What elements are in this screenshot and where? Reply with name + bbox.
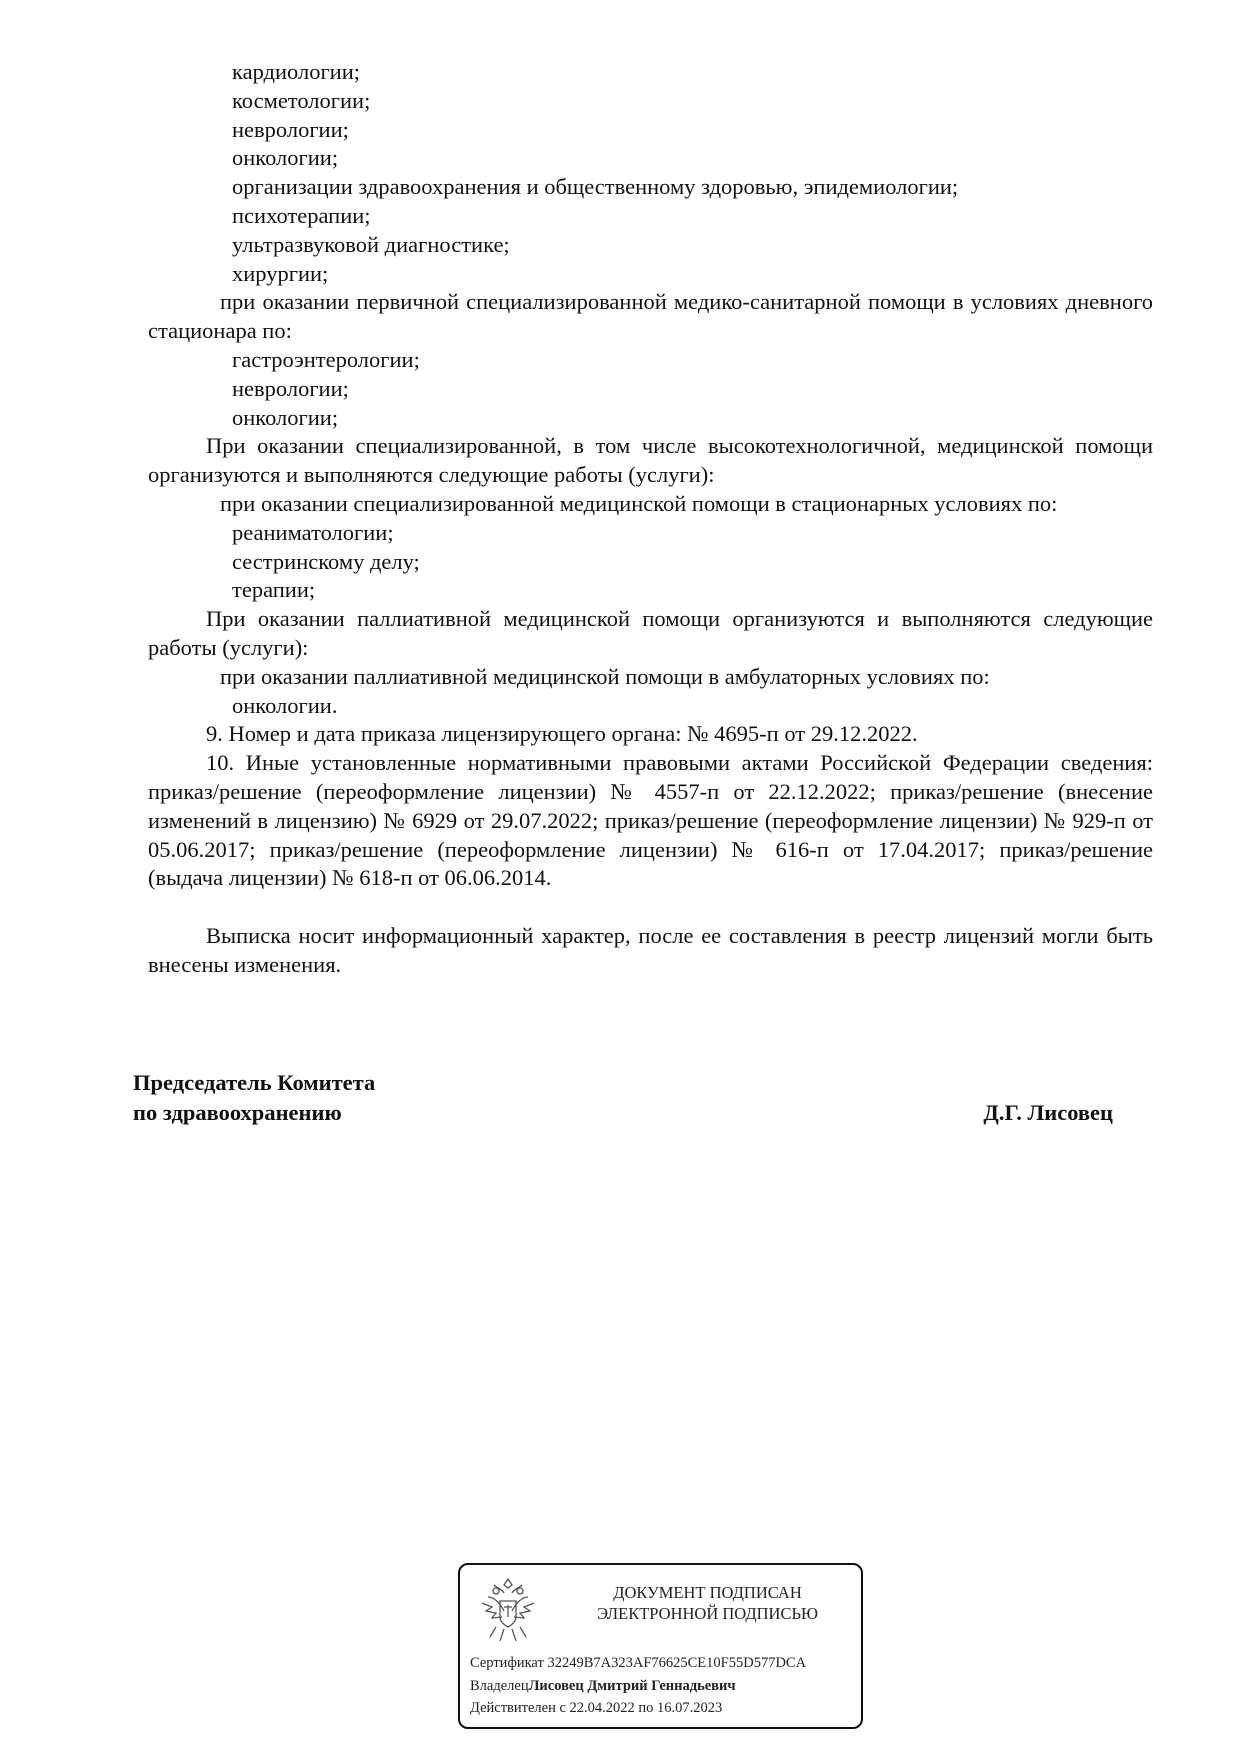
list-item: неврологии; bbox=[232, 116, 349, 142]
informational-note: Выписка носит информационный характер, после ее составления в реестр лицензий могли быть внесены изменения. bbox=[148, 923, 1153, 977]
certificate-label: Сертификат bbox=[470, 1655, 544, 1671]
stamp-certificate bbox=[470, 1653, 806, 1673]
item-10: 10. Иные установленные нормативными правовыми актами Российской Федерации сведения: приказ/решение (переоформление лицензии) № 4557-п от 22.12.2022; приказ/решение (внесение изменений в лицензию) № 6929 от 29.07.2022; приказ/решение (переоформление лицензии) № 929-п от 05.06.2017; приказ/решение (переоформление лицензии) № 616-п от 17.04.2017; приказ/решение (выдача лицензии) № 618-п от 06.06.2014. bbox=[148, 750, 1153, 891]
stamp-heading-line1: ДОКУМЕНТ ПОДПИСАН bbox=[613, 1583, 802, 1602]
paragraph-palliative: При оказании паллиативной медицинской помощи организуются и выполняются следующие работы (услуги): bbox=[148, 606, 1153, 660]
list-item: гастроэнтерологии; bbox=[232, 346, 420, 372]
list-item: онкологии. bbox=[232, 692, 338, 718]
stamp-owner bbox=[470, 1676, 736, 1696]
list-item: психотерапии; bbox=[232, 202, 371, 228]
electronic-signature-stamp bbox=[458, 1563, 863, 1729]
certificate-value: 32249B7A323AF76625CE10F55D577DCA bbox=[547, 1655, 807, 1671]
list-item: хирургии; bbox=[232, 260, 329, 286]
signer-title-line2: по здравоохранению bbox=[133, 1100, 342, 1125]
list-item: организации здравоохранения и общественному здоровью, эпидемиологии; bbox=[232, 174, 959, 200]
item-9: 9. Номер и дата приказа лицензирующего органа: № 4695-п от 29.12.2022. bbox=[206, 721, 918, 747]
signer-title-line1: Председатель Комитета bbox=[133, 1070, 376, 1095]
stamp-validity: Действителен с 22.04.2022 по 16.07.2023 bbox=[470, 1700, 723, 1716]
paragraph-palliative-outpatient: при оказании паллиативной медицинской помощи в амбулаторных условиях по: bbox=[220, 663, 990, 689]
document-body bbox=[148, 58, 1153, 980]
list-item: косметологии; bbox=[232, 87, 371, 113]
stamp-heading-line2: ЭЛЕКТРОННОЙ ПОДПИСЬЮ bbox=[597, 1604, 818, 1623]
list-item: онкологии; bbox=[232, 404, 339, 430]
stamp-heading bbox=[560, 1582, 855, 1624]
list-item: онкологии; bbox=[232, 145, 339, 171]
paragraph-inpatient: при оказании специализированной медицинской помощи в стационарных условиях по: bbox=[220, 490, 1058, 516]
paragraph-day-hospital: при оказании первичной специализированной медико-санитарной помощи в условиях дневного стационара по: bbox=[148, 289, 1153, 344]
owner-value: Лисовец Дмитрий Геннадьевич bbox=[528, 1678, 736, 1694]
list-item: ультразвуковой диагностике; bbox=[232, 231, 510, 257]
list-item: реаниматологии; bbox=[232, 519, 394, 545]
signature-block bbox=[133, 1068, 1113, 1128]
list-item: терапии; bbox=[232, 577, 316, 603]
list-item: кардиологии; bbox=[232, 59, 361, 84]
list-item: сестринскому делу; bbox=[232, 548, 420, 574]
coat-of-arms-icon bbox=[474, 1575, 542, 1647]
list-item: неврологии; bbox=[232, 375, 349, 401]
signer-name: Д.Г. Лисовец bbox=[983, 1100, 1113, 1125]
owner-label: Владелец bbox=[470, 1678, 529, 1694]
paragraph-specialized: При оказании специализированной, в том числе высокотехнологичной, медицинской помощи организуются и выполняются следующие работы (услуги): bbox=[148, 433, 1153, 488]
